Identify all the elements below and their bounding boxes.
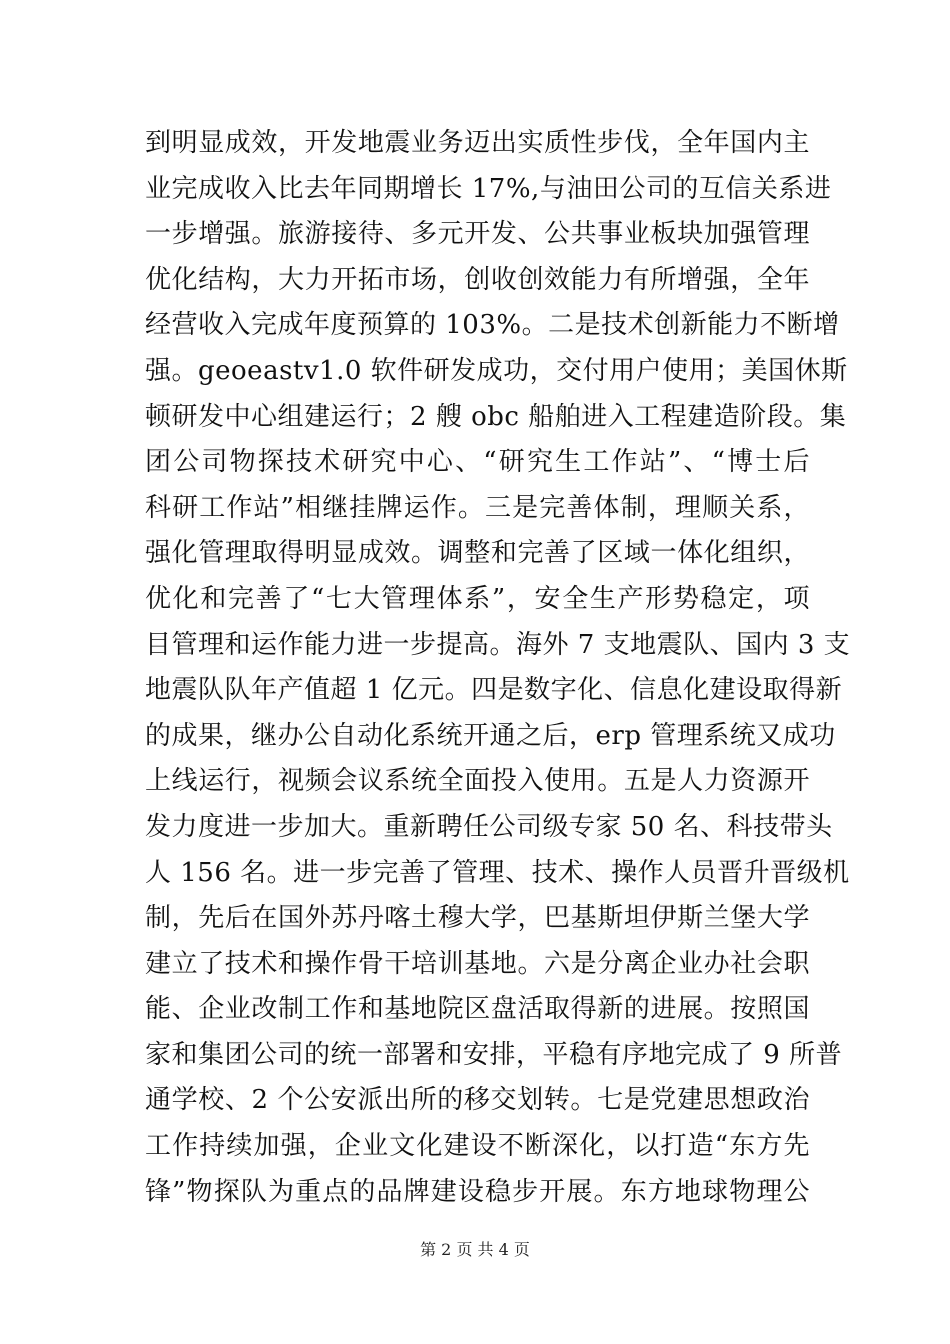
text-line: 团公司物探技术研究中心、“研究生工作站”、“博士后 xyxy=(145,447,810,478)
text-line: 工作持续加强，企业文化建设不断深化，以打造“东方先 xyxy=(145,1131,810,1162)
text-line: 锋”物探队为重点的品牌建设稳步开展。东方地球物理公 xyxy=(145,1176,810,1207)
text-line: 地震队队年产值超 1 亿元。四是数字化、信息化建设取得新 xyxy=(145,675,843,706)
text-line: 强。geoeastv1.0 软件研发成功，交付用户使用；美国休斯 xyxy=(145,355,848,386)
text-line: 建立了技术和操作骨干培训基地。六是分离企业办社会职 xyxy=(145,948,810,979)
text-line: 人 156 名。进一步完善了管理、技术、操作人员晋升晋级机 xyxy=(145,857,850,888)
text-line: 经营收入完成年度预算的 103%。二是技术创新能力不断增 xyxy=(145,310,840,341)
page-footer: 第 2 页 共 4 页 xyxy=(420,1240,530,1259)
text-line: 目管理和运作能力进一步提高。海外 7 支地震队、国内 3 支 xyxy=(145,629,851,660)
text-line: 顿研发中心组建运行；2 艘 obc 船舶进入工程建造阶段。集 xyxy=(145,401,847,432)
text-line: 强化管理取得明显成效。调整和完善了区域一体化组织， xyxy=(145,538,810,569)
text-line: 优化和完善了“七大管理体系”，安全生产形势稳定，项 xyxy=(145,583,810,614)
text-line: 一步增强。旅游接待、多元开发、公共事业板块加强管理 xyxy=(145,219,810,250)
text-line: 通学校、2 个公安派出所的移交划转。七是党建思想政治 xyxy=(145,1085,810,1116)
text-line: 业完成收入比去年同期增长 17%,与油田公司的互信关系进 xyxy=(145,173,832,204)
text-line: 科研工作站”相继挂牌运作。三是完善体制，理顺关系， xyxy=(145,492,810,523)
text-line: 上线运行，视频会议系统全面投入使用。五是人力资源开 xyxy=(145,766,810,797)
text-line: 发力度进一步加大。重新聘任公司级专家 50 名、科技带头 xyxy=(145,811,833,842)
text-line: 到明显成效，开发地震业务迈出实质性步伐，全年国内主 xyxy=(145,128,810,158)
text-line: 家和集团公司的统一部署和安排，平稳有序地完成了 9 所普 xyxy=(145,1039,843,1070)
text-line: 能、企业改制工作和基地院区盘活取得新的进展。按照国 xyxy=(145,994,810,1025)
body-paragraph xyxy=(145,121,851,1215)
text-line: 优化结构，大力开拓市场，创收创效能力有所增强，全年 xyxy=(145,264,810,295)
text-line: 的成果，继办公自动化系统开通之后，erp 管理系统又成功 xyxy=(145,720,836,751)
text-line: 制，先后在国外苏丹喀土穆大学，巴基斯坦伊斯兰堡大学 xyxy=(145,903,810,934)
